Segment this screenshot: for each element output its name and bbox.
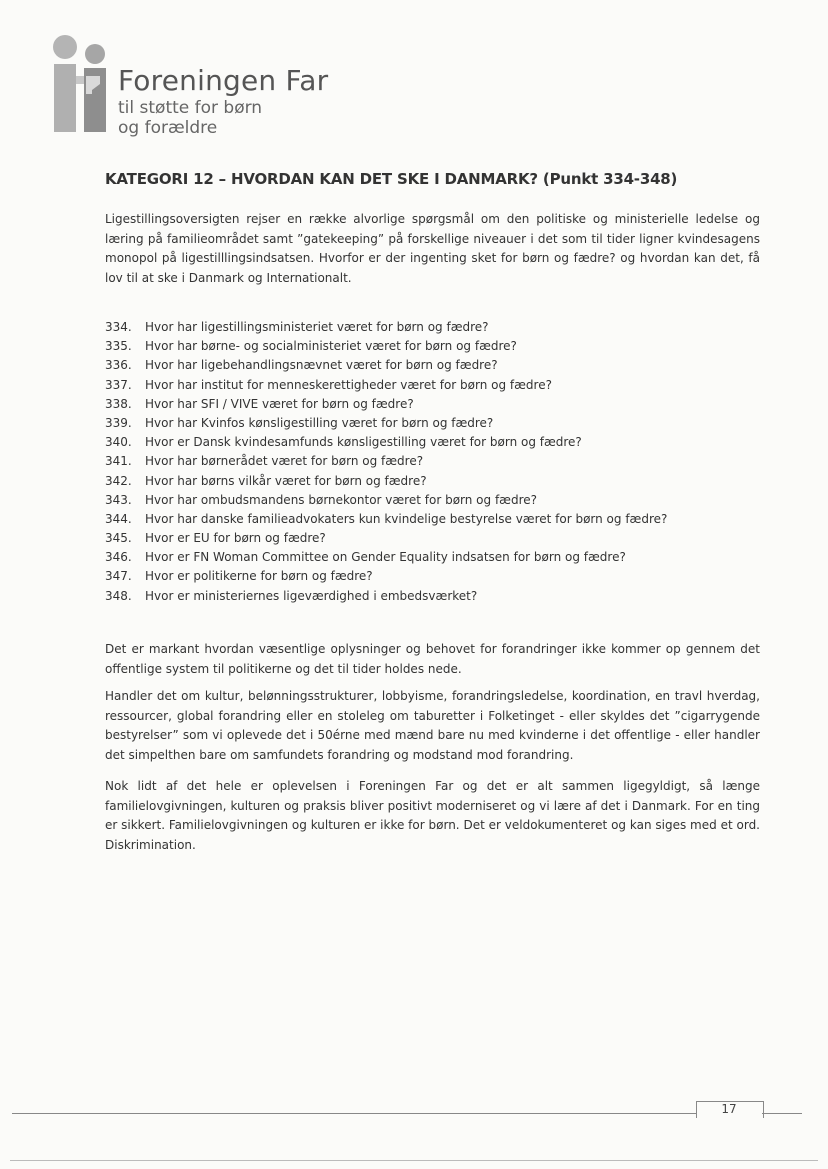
logo-name: Foreningen Far [118,64,329,97]
question-item [105,472,765,491]
question-text: Hvor har børns vilkår været for børn og fædre? [145,473,427,488]
question-text: Hvor har ligestillingsministeriet været for børn og fædre? [145,320,489,334]
question-text: Hvor har ligebehandlingsnævnet været for børn og fædre? [145,358,498,373]
question-item [105,452,765,471]
question-item [105,337,765,356]
question-item [105,433,765,452]
page-number: 17 [721,1102,737,1116]
question-text: Hvor er ministeriernes ligeværdighed i embedsværket? [145,588,478,603]
question-number: 340. [105,435,132,450]
question-number: 343. [105,492,132,507]
question-number: 334. [105,320,132,334]
question-number: 336. [105,358,132,373]
question-list [105,318,765,606]
body-paragraph-4: Nok lidt af det hele er oplevelsen i Foreningen Far og det er alt sammen ligegyldigt, så længe familielovgivningen, kulturen og praksis bliver positivt moderniseret og vi lære af det i Danmark. For en ting er sikkert. Familielovgivningen og kulturen er ikke for børn. Det er veldokumenteret og kan siges med et ord. Diskrimination. [105,779,760,852]
question-item [105,587,765,606]
question-text: Hvor er EU for børn og fædre? [145,531,326,546]
question-item [105,395,765,414]
question-text: Hvor har danske familieadvokaters kun kvindelige bestyrelse været for børn og fædre? [145,511,668,526]
question-item [105,491,765,510]
logo-tagline-line1: til støtte for børn [118,98,263,118]
question-text: Hvor har ombudsmandens børnekontor været for børn og fædre? [145,492,537,507]
question-text: Hvor er Dansk kvindesamfunds kønsligestilling været for børn og fædre? [145,435,582,450]
bottom-rule [10,1160,818,1161]
question-number: 339. [105,415,132,430]
body-paragraph-3: Handler det om kultur, belønningsstrukturer, lobbyisme, forandringsledelse, koordination, en travl hverdag, ressourcer, global forandring eller en stoleleg om taburetter i Folketinget - eller skyldes det ”cigarrygende bestyrelser” som vi oplevede det i 50érne med mænd bare nu med kvinderne i det offentlige - eller handler det simpelthen bare om samfundets forandring og modstand mod forandring. [105,689,760,762]
question-number: 344. [105,511,132,526]
question-item [105,414,765,433]
question-item [105,356,765,375]
question-item [105,529,765,548]
question-number: 337. [105,377,132,392]
body-paragraph-2: Det er markant hvordan væsentlige oplysninger og behovet for forandringer ikke kommer op gennem det offentlige system til politikerne og det til tider holdes nede. [105,642,760,676]
question-text: Hvor har børnerådet været for børn og fædre? [145,454,424,469]
question-item [105,510,765,529]
question-item [105,318,765,337]
intro-paragraph: Ligestillingsoversigten rejser en række alvorlige spørgsmål om den politiske og ministerielle ledelse og læring på familieområdet samt ”gatekeeping” på forskellige niveauer i det som til tider ligner kvindesagens monopol på ligestilllingsindsatsen. Hvorfor er der ingenting sket for børn og fædre? og hvordan kan det, få lov til at ske i Danmark og Internationalt. [105,212,760,285]
question-item [105,567,765,586]
question-text: Hvor er politikerne for børn og fædre? [145,569,373,584]
question-text: Hvor er FN Woman Committee on Gender Equality indsatsen for børn og fædre? [145,550,626,565]
footer-rule-left [12,1113,696,1114]
question-number: 341. [105,454,132,469]
family-figures-icon [50,32,120,137]
question-text: Hvor har SFI / VIVE været for børn og fædre? [145,396,414,411]
question-text: Hvor har Kvinfos kønsligestilling været for børn og fædre? [145,415,494,430]
question-text: Hvor har børne- og socialministeriet været for børn og fædre? [145,339,517,354]
logo-tagline [118,98,262,138]
question-item [105,376,765,395]
organization-logo [50,32,329,142]
question-number: 338. [105,396,132,411]
footer-rule-right [762,1113,802,1114]
logo-tagline-line2: og forældre [118,118,218,138]
question-number: 348. [105,588,132,603]
question-number: 335. [105,339,132,354]
question-number: 345. [105,531,132,546]
question-number: 347. [105,569,132,584]
question-text: Hvor har institut for menneskerettigheder været for børn og fædre? [145,377,552,392]
question-item [105,548,765,567]
question-number: 342. [105,473,132,488]
question-number: 346. [105,550,132,565]
section-heading: KATEGORI 12 – HVORDAN KAN DET SKE I DANMARK? (Punkt 334-348) [105,170,678,188]
